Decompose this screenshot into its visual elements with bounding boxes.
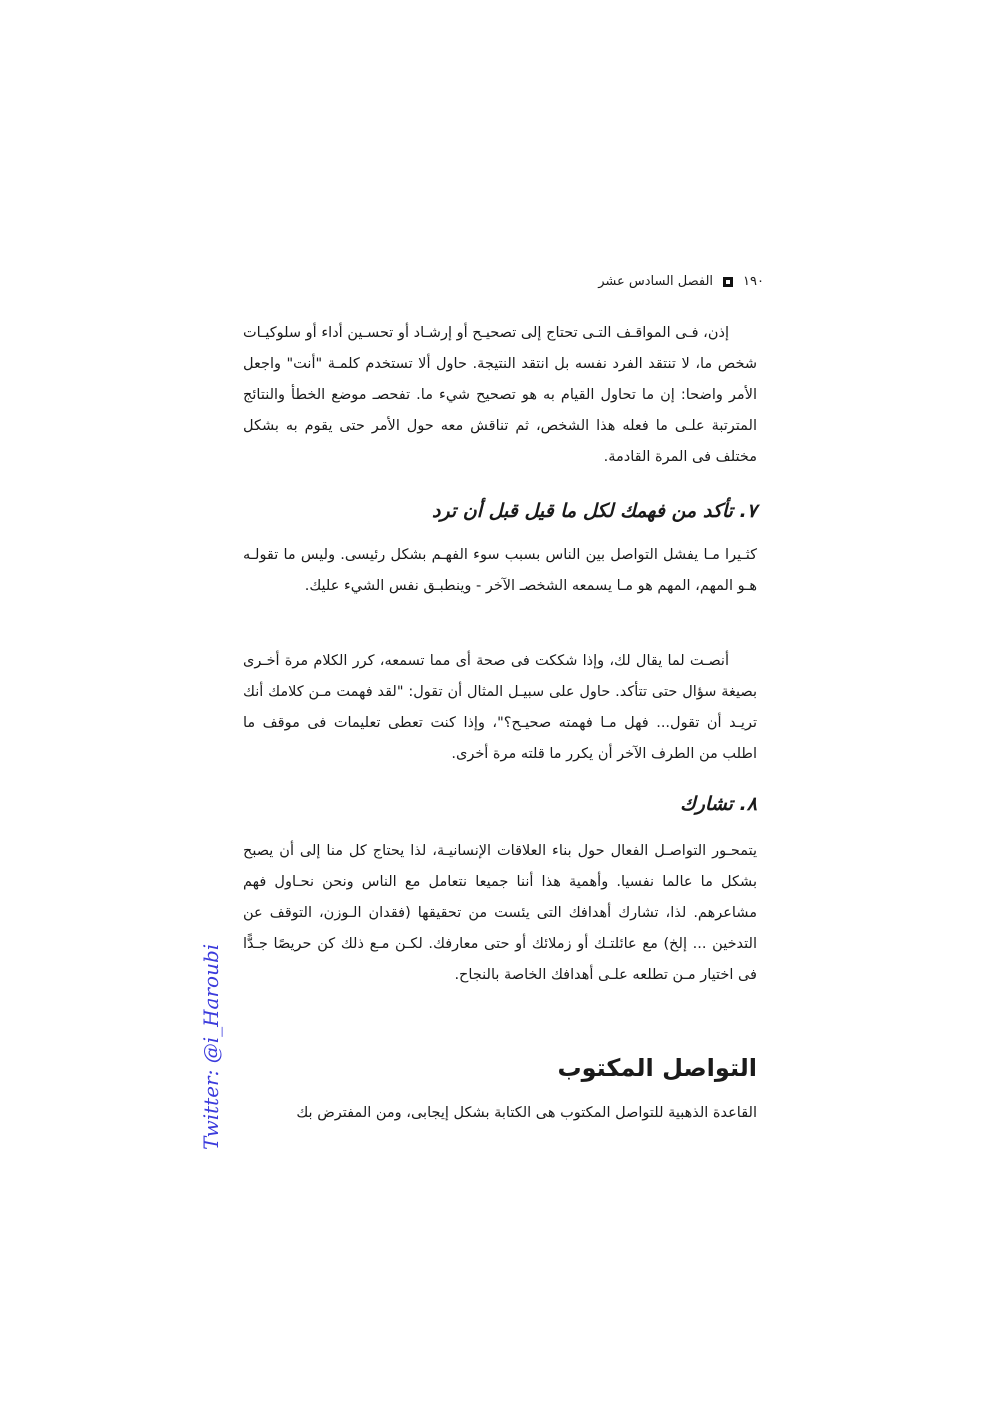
section-8-heading: ٨. تشارك: [680, 793, 757, 815]
page-number: ١٩٠: [743, 274, 764, 289]
running-header: [598, 274, 764, 289]
section-7: [243, 496, 757, 526]
section-8-paragraph-1: يتمحـور التواصـل الفعال حول بناء العلاقات الإنسانيـة، لذا يحتاج كل منا إلى أن يصبح بشكل ما عالما نفسيا. وأهمية هذا أننا جميعا نتعامل مع الناس ونحن نحـاول فهم مشاعرهم. لذا، تشارك أهدافك التى يئست من تحقيقها (فقدان الـوزن، التوقف عن التدخين ... إلخ) مع عائلتـك أو زملائك أو حتى معارفك. لكـن مـع ذلك كن حريصًا جـدًّا فى اختيار مـن تطلعه علـى أهدافك الخاصة بالنجاح.: [243, 843, 757, 983]
intro-section: [243, 318, 757, 473]
written-communication-section: [243, 1050, 757, 1086]
written-communication-heading: التواصل المكتوب: [557, 1054, 757, 1082]
section-7-paragraph-1: كثـيرا مـا يفشل التواصل بين الناس بسبب سوء الفهـم بشكل رئيسى. وليس ما تقولـه هـو المهم، المهم هو مـا يسمعه الشخصـ الآخر - وينطبـق نفس الشيء عليك.: [243, 547, 757, 594]
written-communication-paragraph: القاعدة الذهبية للتواصل المكتوب هى الكتابة بشكل إيجابى، ومن المفترض بك: [296, 1105, 757, 1121]
section-7-paragraph-2: أنصـت لما يقال لك، وإذا شككت فى صحة أى مما تسمعه، كرر الكلام مرة أخـرى بصيغة سؤال حتى تتأكد. حاول على سبيـل المثال أن تقول: "لقد فهمت مـن كلامك أنك تريـد أن تقول... فهل مـا فهمته صحيـح؟"، وإذا كنت تعطى تعليمات فى موقف ما اطلب من الطرف الآخر أن يكرر ما قلته مرة أخرى.: [243, 653, 757, 762]
square-ornament-icon: [723, 277, 733, 287]
section-8-body: [243, 836, 757, 991]
section-7-heading: ٧. تأكد من فهمك لكل ما قيل قبل أن ترد: [431, 500, 757, 522]
section-7-body-2: [243, 646, 757, 770]
section-7-body-1: [243, 540, 757, 602]
written-communication-body: [243, 1098, 757, 1129]
intro-paragraph: إذن، فـى المواقـف التـى تحتاج إلى تصحيـح أو إرشـاد أو تحسـين أداء أو سلوكيـات شخص ما، لا تنتقد الفرد نفسه بل انتقد النتيجة. حاول ألا تستخدم كلمـة "أنت" واجعل الأمر واضحا: إن ما تحاول القيام به هو تصحيح شيء ما. تفحصـ موضع الخطأ والنتائج المترتبة علـى ما فعله هذا الشخص، ثم تناقش معه حول الأمر حتى يقوم به بشكل مختلف فى المرة القادمة.: [243, 325, 757, 465]
chapter-title: الفصل السادس عشر: [598, 274, 714, 289]
section-8: [243, 789, 757, 819]
twitter-watermark: Twitter: @i_Haroubi: [199, 943, 223, 1150]
